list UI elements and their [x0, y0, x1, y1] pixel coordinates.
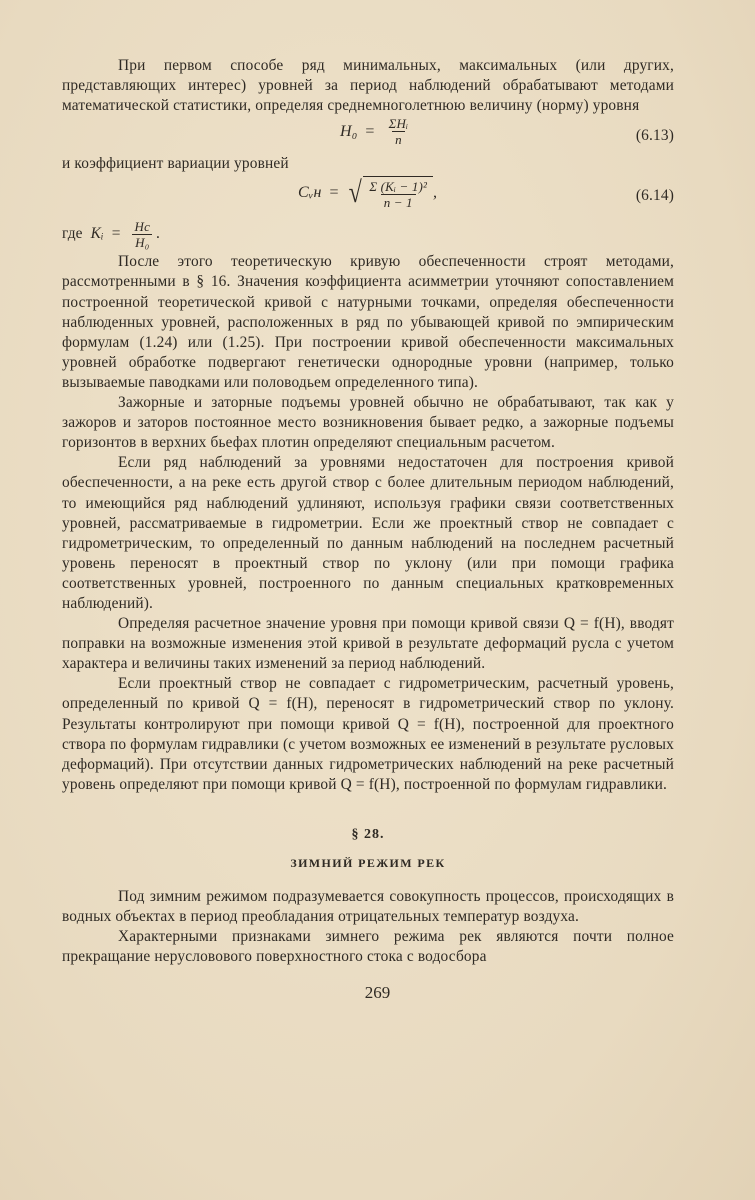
equation-number: (6.14)	[635, 187, 674, 205]
text-column	[62, 56, 674, 967]
paragraph-2: и коэффициент вариации уровней	[62, 155, 289, 173]
formula-lhs: Cᵥн	[298, 184, 322, 202]
paragraph-9: Характерными признаками зимнего режима рек являются почти полное прекращание нерусловового поверхностного стока с водосбора	[62, 928, 674, 966]
fraction: $\frac{\text{ΣHᵢ}}{n}$	[388, 116, 409, 148]
section-title: ЗИМНИЙ РЕЖИМ РЕК	[290, 856, 446, 870]
paragraph-5: Если ряд наблюдений за уровнями недостаточен для построения кривой обеспеченности, а на реке есть другой створ с более длительным периодом наблюдений, то имеющийся ряд наблюдений удлиняют, используя графики связи соответственных уровней, рассматриваемые в гидрометрии. Если же проектный створ не совпадает с гидрометрическим, то определенный по данным наблюдений на последнем расчетный уровень переносят в проектный створ по уклону (или при помощи графика соответственных уровней, построенного по данным специальных кратковременных наблюдений).	[62, 454, 674, 612]
section-number: § 28.	[351, 826, 385, 842]
page-number: 269	[364, 983, 391, 1002]
equation-number: (6.13)	[635, 127, 674, 145]
formula-6-13: H₀ = $\frac{\text{ΣHᵢ}}{n}$ (6.13)	[340, 116, 674, 148]
square-root: √ $\frac{\text{Σ (Kᵢ − 1)²}}{n - 1}$	[347, 176, 433, 210]
paragraph-1: При первом способе ряд минимальных, максимальных (или других, представляющих интерес) уровней за период наблюдений обрабатывают методами математической статистики, определяя среднемноголетнюю величину (норму) уровня	[62, 57, 674, 115]
paragraph-6: Определяя расчетное значение уровня при помощи кривой связи Q = f(H), вводят поправки на возможные изменения этой кривой в результате деформаций русла с учетом характера и величины таких изменений за период наблюдений.	[62, 615, 674, 673]
formula-6-14: Cᵥн = √ $\frac{\text{Σ (Kᵢ − 1)²}}{n - 1}$ , (6.14)	[298, 176, 674, 211]
where-clause: где Kᵢ = $\frac{Hс}{\text{H₀}}$ .	[62, 218, 160, 250]
paragraph-7: Если проектный створ не совпадает с гидрометрическим, расчетный уровень, определенный по кривой Q = f(H), переносят в гидрометрический створ по уклону. Результаты контролируют при помощи кривой Q = f(H), построенной для проектного створа по формулам гидравлики (с учетом возможных ее изменений в результате русловых деформаций). При отсутствии данных гидрометрических наблюдений на реке расчетный уровень определяют при помощи кривой Q = f(H), построенной по формулам гидравлики.	[62, 675, 674, 793]
formula-lhs: H₀	[340, 122, 358, 140]
paragraph-3: После этого теоретическую кривую обеспеченности строят методами, рассмотренными в § 16. Значения коэффициента асимметрии уточняют сопоставлением построенной теоретической кривой с натурными точками, определяя обеспеченности наблюденных уровней, расположенных в ряд по убывающей кривой по эмпирическим формулам (1.24) или (1.25). При построении кривой обеспеченности максимальных уровней обработке подвергают генетически однородные уровни (например, только вызываемые паводками или половодьем определенного типа).	[62, 253, 674, 391]
paragraph-4: Зажорные и заторные подъемы уровней обычно не обрабатывают, так как у зажоров и заторов постоянное место возникновения бывает редко, а зажорные подъемы горизонтов в верхних бьефах плотин определяют специальным расчетом.	[62, 394, 674, 452]
paragraph-8: Под зимним режимом подразумевается совокупность процессов, происходящих в водных объектах в период преобладания отрицательных температур воздуха.	[62, 888, 674, 926]
